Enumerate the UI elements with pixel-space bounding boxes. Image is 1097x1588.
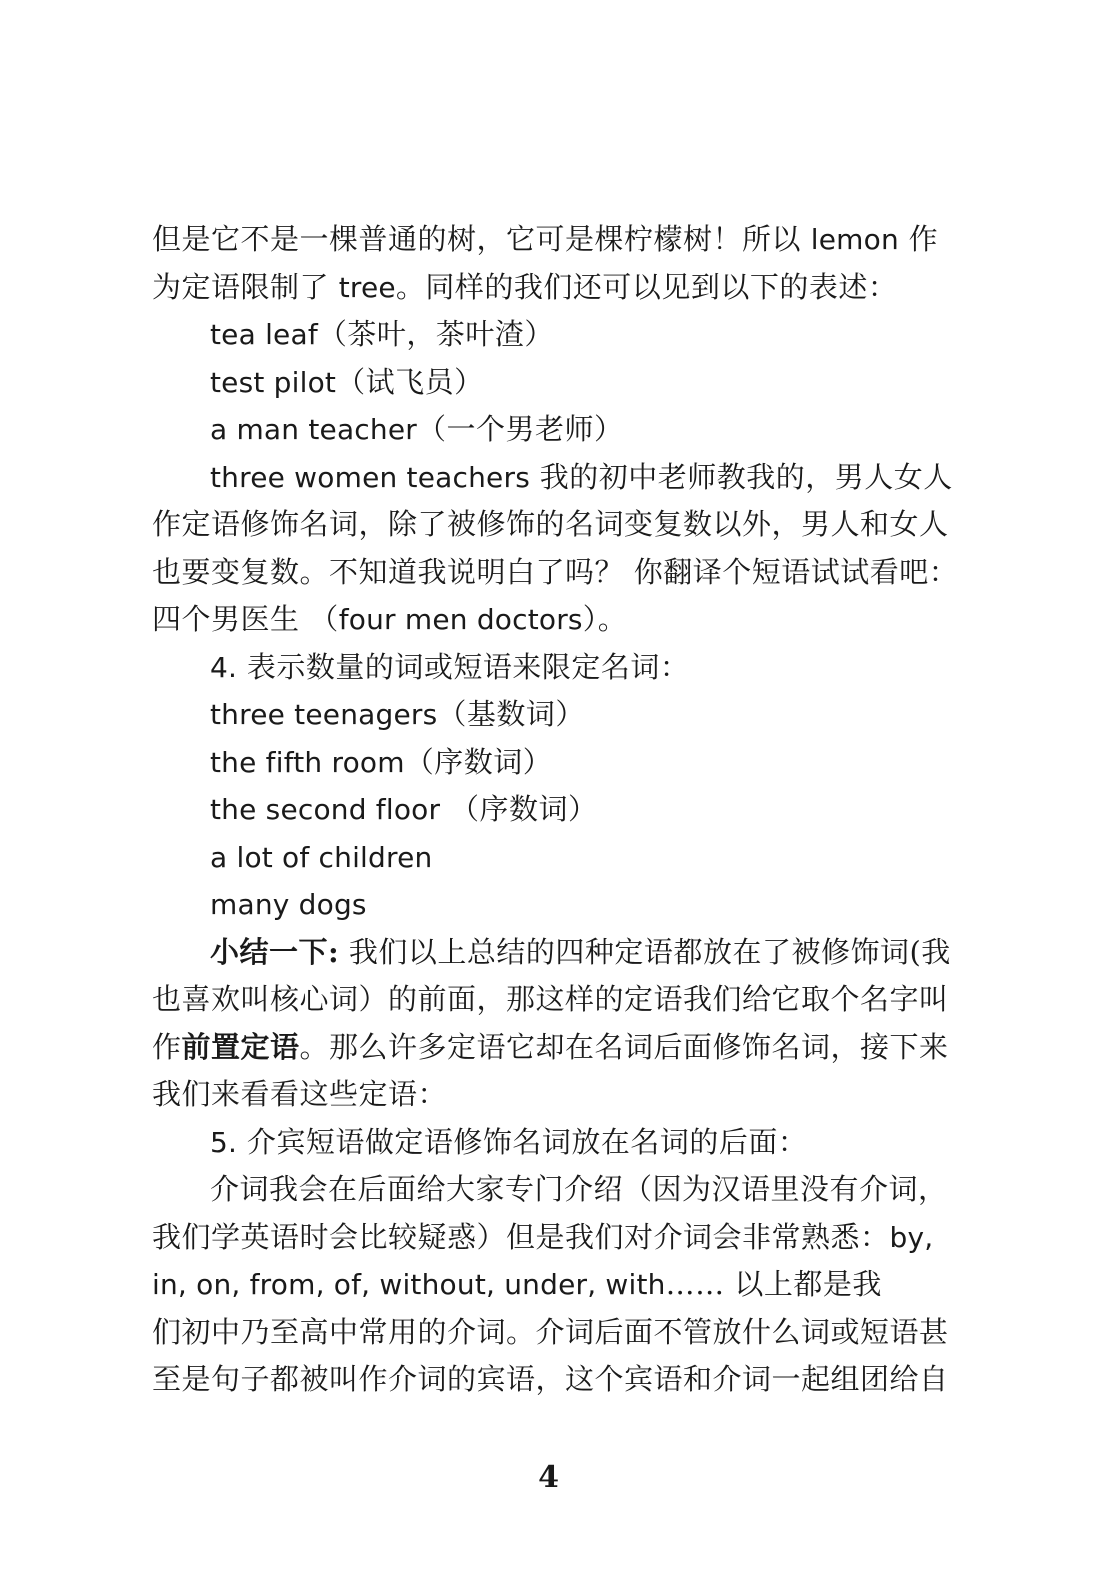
paragraph-line: [152, 1166, 948, 1214]
text-span: 。同样的我们还可以见到以下的表述：: [395, 269, 898, 304]
paragraph-line: [152, 549, 959, 597]
section-title: 表示数量的词或短语来限定名词：: [237, 649, 690, 684]
example-line: [152, 311, 936, 359]
text-span: 我们学英语时会比较疑惑）但是我们对介词会非常熟悉：: [152, 1219, 890, 1254]
text-span: 介词我会在后面给大家专门介绍（因为汉语里没有介词，: [210, 1172, 948, 1206]
translation: （基数词）: [437, 697, 585, 731]
paragraph-line: [152, 1356, 949, 1404]
summary-line: [152, 929, 951, 977]
paragraph-line: [152, 596, 936, 644]
text-span: 作: [898, 222, 939, 256]
text-span: 为定语限制了: [152, 269, 339, 304]
text-span: 们初中乃至高中常用的介词。介词后面不管放什么词或短语甚: [152, 1314, 949, 1349]
english-example: three teenagers: [210, 698, 438, 731]
text-span: 四个男医生 （: [152, 602, 339, 636]
english-term: tree: [338, 270, 396, 304]
english-example: three women teachers: [210, 460, 530, 494]
paragraph-line: [152, 976, 949, 1024]
paragraph-line: [152, 1071, 936, 1119]
example-line: [152, 881, 936, 929]
text-span: ）。: [582, 602, 628, 636]
text-span: 我们来看看这些定语：: [152, 1077, 448, 1111]
paragraph-line: [152, 1309, 949, 1357]
paragraph-line: [152, 501, 949, 549]
text-span: 也要变复数。不知道我说明白了吗？ 你翻译个短语试试看吧：: [152, 554, 959, 589]
section-number: 5.: [210, 1125, 238, 1159]
translation: （茶叶，茶叶渣）: [317, 317, 554, 351]
english-example: test pilot: [210, 365, 337, 399]
paragraph-line: [152, 264, 936, 312]
text-span: 也喜欢叫核心词）的前面，那这样的定语我们给它取个名字叫: [152, 982, 949, 1016]
text-span: …… 以上都是我: [665, 1267, 882, 1301]
english-example: tea leaf: [210, 318, 318, 351]
english-term: by,: [889, 1220, 934, 1254]
english-example: a man teacher: [210, 413, 417, 446]
text-span: 。那么许多定语它却在名词后面修饰名词，接下来: [299, 1029, 949, 1064]
section-number: 4.: [210, 650, 238, 684]
english-term: four men doctors: [338, 603, 583, 636]
summary-label: 小结一下:: [210, 934, 340, 969]
text-span: 我的初中老师教我的，男人女人: [529, 459, 953, 494]
paragraph-line: [152, 454, 953, 502]
text-span: 至是句子都被叫作介词的宾语，这个宾语和介词一起组团给自: [152, 1362, 949, 1396]
example-line: [152, 359, 936, 407]
text-span: 我们以上总结的四种定语都放在了被修饰词(我: [339, 934, 951, 969]
english-example: the second floor: [210, 793, 441, 826]
text-span: 作定语修饰名词，除了被修饰的名词变复数以外，男人和女人: [152, 507, 949, 541]
english-example: many dogs: [210, 888, 367, 921]
section-heading: [152, 644, 936, 692]
page-body-text: [152, 216, 959, 1404]
paragraph-line: [152, 1261, 936, 1309]
translation: （一个男老师）: [416, 412, 624, 446]
page-number: 4: [538, 1460, 559, 1495]
key-term: 前置定语: [181, 1029, 300, 1064]
english-term: in, on, from, of, without, under, with: [152, 1268, 666, 1301]
translation: （试飞员）: [336, 364, 484, 399]
text-span: 作: [152, 1029, 182, 1064]
example-line: [152, 739, 936, 787]
section-title: 介宾短语做定语修饰名词放在名词的后面：: [237, 1124, 808, 1159]
english-example: the fifth room: [210, 745, 405, 779]
example-line: [152, 786, 936, 834]
translation: （序数词）: [404, 744, 553, 779]
paragraph-line: [152, 1024, 949, 1072]
translation: （序数词）: [440, 792, 598, 826]
example-line: [152, 691, 936, 739]
english-term: lemon: [810, 223, 899, 256]
english-example: a lot of children: [210, 840, 433, 874]
section-heading: [152, 1119, 936, 1167]
example-line: [152, 834, 936, 882]
text-span: 但是它不是一棵普通的树，它可是棵柠檬树！所以: [152, 222, 811, 256]
paragraph-line: [152, 1214, 936, 1262]
example-line: [152, 406, 936, 454]
paragraph-line: [152, 216, 939, 264]
